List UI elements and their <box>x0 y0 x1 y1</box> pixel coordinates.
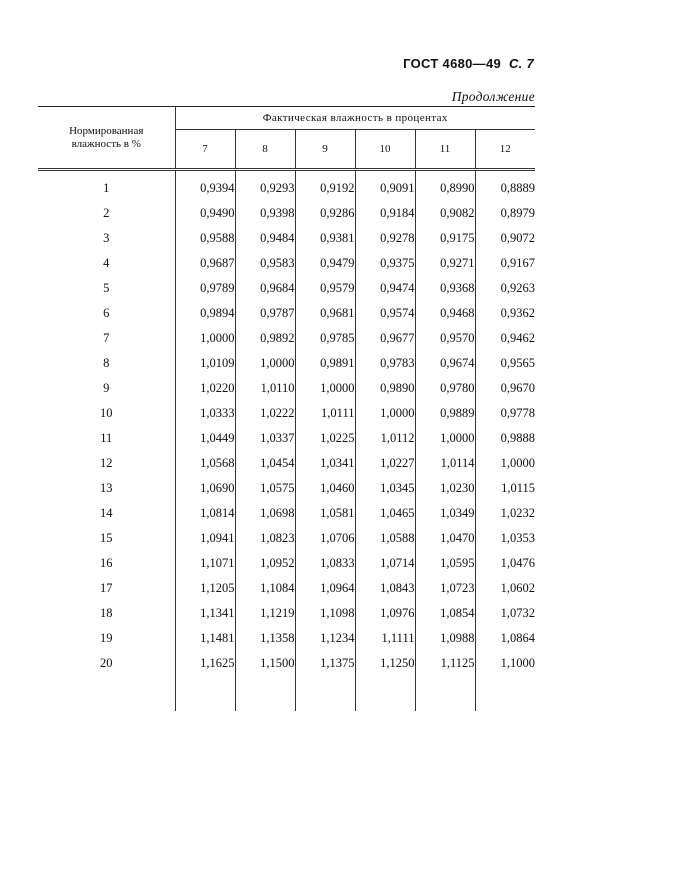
table-row <box>38 651 535 676</box>
table-cell: 0,9394 <box>200 181 235 195</box>
table-row <box>38 401 535 426</box>
row-label: 20 <box>38 651 175 676</box>
table-cell: 1,1219 <box>235 601 295 626</box>
table-row <box>38 601 535 626</box>
table-cell: 0,9072 <box>475 226 535 251</box>
row-label: 13 <box>38 476 175 501</box>
table-cell: 1,1125 <box>415 651 475 676</box>
row-header-line-1: Нормированная <box>69 124 144 137</box>
table-cell: 1,0232 <box>475 501 535 526</box>
table-cell: 1,1625 <box>200 656 235 670</box>
column-header: 8 <box>235 130 295 170</box>
table-bottom-spacer <box>38 676 535 711</box>
table-cell: 0,9192 <box>295 170 355 202</box>
table-cell: 0,9787 <box>235 301 295 326</box>
table-cell: 0,9891 <box>295 351 355 376</box>
table-cell: 0,9271 <box>415 251 475 276</box>
table-cell: 1,1071 <box>200 556 235 570</box>
table-cell: 1,0000 <box>475 451 535 476</box>
table-cell: 1,0706 <box>295 526 355 551</box>
table-cell: 0,9783 <box>355 351 415 376</box>
table-cell: 0,9375 <box>355 251 415 276</box>
table-cell: 0,9167 <box>475 251 535 276</box>
table-cell: 0,9263 <box>475 276 535 301</box>
row-label: 8 <box>38 351 175 376</box>
table-row <box>38 576 535 601</box>
table-cell: 1,0476 <box>475 551 535 576</box>
table-cell: 0,9474 <box>355 276 415 301</box>
table-cell: 0,9583 <box>235 251 295 276</box>
table-cell: 1,0114 <box>415 451 475 476</box>
table-cell: 0,9293 <box>235 170 295 202</box>
table-row <box>38 476 535 501</box>
row-label: 6 <box>38 301 175 326</box>
table-cell: 0,9687 <box>200 256 235 270</box>
table-cell: 1,0588 <box>355 526 415 551</box>
table-cell: 1,1098 <box>295 601 355 626</box>
continuation-label: Продолжение <box>451 89 535 104</box>
table-cell: 0,9890 <box>355 376 415 401</box>
table-cell: 1,0595 <box>415 551 475 576</box>
empty-cell <box>415 676 475 711</box>
table-cell: 1,0465 <box>355 501 415 526</box>
table-cell: 1,0111 <box>295 401 355 426</box>
table-row <box>38 501 535 526</box>
table-cell: 0,9278 <box>355 226 415 251</box>
table-row <box>38 526 535 551</box>
table-cell: 1,0732 <box>475 601 535 626</box>
table-row <box>38 276 535 301</box>
table-cell: 1,0568 <box>200 456 235 470</box>
table-cell: 0,9574 <box>355 301 415 326</box>
table-cell: 0,9789 <box>200 281 235 295</box>
row-label: 17 <box>38 576 175 601</box>
table-cell: 1,0690 <box>200 481 235 495</box>
table-cell: 1,1111 <box>355 626 415 651</box>
table-cell: 0,8979 <box>475 201 535 226</box>
table-cell: 1,0964 <box>295 576 355 601</box>
empty-cell <box>355 676 415 711</box>
row-label: 11 <box>38 426 175 451</box>
table-cell: 1,1250 <box>355 651 415 676</box>
row-header <box>38 107 175 170</box>
table-cell: 0,9894 <box>200 306 235 320</box>
table-cell: 1,1341 <box>200 606 235 620</box>
table-cell: 1,0000 <box>200 331 235 345</box>
row-label: 18 <box>38 601 175 626</box>
table-cell: 0,9082 <box>415 201 475 226</box>
table-cell: 1,0353 <box>475 526 535 551</box>
table-cell: 1,0698 <box>235 501 295 526</box>
column-header: 7 <box>175 130 235 170</box>
table-cell: 0,9490 <box>200 206 235 220</box>
table-row <box>38 170 535 202</box>
column-group-header: Фактическая влажность в процентах <box>175 107 535 130</box>
row-header-line-2: влажность в % <box>71 137 141 150</box>
empty-cell <box>475 676 535 711</box>
table-cell: 0,9570 <box>415 326 475 351</box>
table-cell: 1,0723 <box>415 576 475 601</box>
table-cell: 1,0814 <box>200 506 235 520</box>
table-cell: 0,9286 <box>295 201 355 226</box>
table-cell: 1,0341 <box>295 451 355 476</box>
table-cell: 1,0454 <box>235 451 295 476</box>
table-cell: 0,9785 <box>295 326 355 351</box>
table-cell: 0,9462 <box>475 326 535 351</box>
table-cell: 0,9091 <box>355 170 415 202</box>
table-row <box>38 326 535 351</box>
column-header: 9 <box>295 130 355 170</box>
table-cell: 1,0000 <box>295 376 355 401</box>
table-cell: 0,9398 <box>235 201 295 226</box>
table-cell: 1,0110 <box>235 376 295 401</box>
table-cell: 0,9579 <box>295 276 355 301</box>
table-cell: 1,0854 <box>415 601 475 626</box>
table-cell: 0,8889 <box>475 170 535 202</box>
table-cell: 1,0843 <box>355 576 415 601</box>
row-label: 10 <box>38 401 175 426</box>
table-cell: 1,0000 <box>415 426 475 451</box>
column-header: 12 <box>475 130 535 170</box>
table-cell: 1,0222 <box>235 401 295 426</box>
row-label: 16 <box>38 551 175 576</box>
table-cell: 1,0345 <box>355 476 415 501</box>
table-cell: 1,0333 <box>200 406 235 420</box>
empty-cell <box>38 676 175 711</box>
table-cell: 0,9565 <box>475 351 535 376</box>
table-cell: 1,0220 <box>200 381 235 395</box>
table-cell: 0,9479 <box>295 251 355 276</box>
table-cell: 1,0115 <box>475 476 535 501</box>
table-cell: 1,0460 <box>295 476 355 501</box>
empty-cell <box>295 676 355 711</box>
table-cell: 1,1358 <box>235 626 295 651</box>
row-label: 9 <box>38 376 175 401</box>
table-row <box>38 451 535 476</box>
table-row <box>38 251 535 276</box>
table-cell: 1,0000 <box>235 351 295 376</box>
empty-cell <box>235 676 295 711</box>
table-row <box>38 426 535 451</box>
table-cell: 1,0952 <box>235 551 295 576</box>
row-label: 2 <box>38 201 175 226</box>
table-cell: 1,0602 <box>475 576 535 601</box>
table-cell: 1,0109 <box>200 356 235 370</box>
table-cell: 0,9368 <box>415 276 475 301</box>
table-row <box>38 376 535 401</box>
table-cell: 1,0227 <box>355 451 415 476</box>
table-row <box>38 301 535 326</box>
table-cell: 1,1481 <box>200 631 235 645</box>
empty-cell <box>175 676 235 711</box>
table-cell: 0,9184 <box>355 201 415 226</box>
table-cell: 0,9175 <box>415 226 475 251</box>
table-cell: 1,1500 <box>235 651 295 676</box>
row-label: 19 <box>38 626 175 651</box>
row-label: 3 <box>38 226 175 251</box>
table-body <box>38 170 535 712</box>
table-cell: 1,0941 <box>200 531 235 545</box>
page-number: С. 7 <box>508 56 534 71</box>
table-cell: 0,9889 <box>415 401 475 426</box>
row-label: 12 <box>38 451 175 476</box>
table-cell: 1,0575 <box>235 476 295 501</box>
table-cell: 0,9677 <box>355 326 415 351</box>
row-label: 14 <box>38 501 175 526</box>
table-cell: 0,8990 <box>415 170 475 202</box>
table-cell: 0,9888 <box>475 426 535 451</box>
table-cell: 0,9484 <box>235 226 295 251</box>
table-cell: 1,0833 <box>295 551 355 576</box>
table-cell: 0,9362 <box>475 301 535 326</box>
table-cell: 1,0581 <box>295 501 355 526</box>
table-cell: 1,1205 <box>200 581 235 595</box>
table-row <box>38 226 535 251</box>
table-cell: 0,9681 <box>295 301 355 326</box>
table-cell: 1,0349 <box>415 501 475 526</box>
table-cell: 0,9778 <box>475 401 535 426</box>
table-cell: 1,0470 <box>415 526 475 551</box>
table-cell: 1,0225 <box>295 426 355 451</box>
table-cell: 0,9780 <box>415 376 475 401</box>
table-cell: 0,9588 <box>200 231 235 245</box>
table-cell: 1,0864 <box>475 626 535 651</box>
row-label: 15 <box>38 526 175 551</box>
table-row <box>38 351 535 376</box>
table-cell: 0,9684 <box>235 276 295 301</box>
table-cell: 0,9468 <box>415 301 475 326</box>
table-cell: 1,1375 <box>295 651 355 676</box>
table-cell: 1,0337 <box>235 426 295 451</box>
page-header <box>403 56 534 71</box>
humidity-coefficient-table <box>38 106 535 711</box>
table-cell: 0,9674 <box>415 351 475 376</box>
table-cell: 1,0449 <box>200 431 235 445</box>
row-label: 1 <box>38 170 175 202</box>
table-cell: 0,9381 <box>295 226 355 251</box>
row-label: 7 <box>38 326 175 351</box>
table-cell: 1,0000 <box>355 401 415 426</box>
table-cell: 0,9892 <box>235 326 295 351</box>
table-cell: 1,0230 <box>415 476 475 501</box>
table-cell: 0,9670 <box>475 376 535 401</box>
table-cell: 1,0988 <box>415 626 475 651</box>
column-header: 11 <box>415 130 475 170</box>
table-cell: 1,1234 <box>295 626 355 651</box>
table-cell: 1,0823 <box>235 526 295 551</box>
standard-number: ГОСТ 4680—49 <box>403 56 502 71</box>
column-header: 10 <box>355 130 415 170</box>
table-row <box>38 626 535 651</box>
table-row <box>38 201 535 226</box>
table-cell: 1,0112 <box>355 426 415 451</box>
row-label: 5 <box>38 276 175 301</box>
row-label: 4 <box>38 251 175 276</box>
table-row <box>38 551 535 576</box>
table-cell: 1,1084 <box>235 576 295 601</box>
table-cell: 1,0976 <box>355 601 415 626</box>
table-cell: 1,0714 <box>355 551 415 576</box>
table-cell: 1,1000 <box>475 651 535 676</box>
